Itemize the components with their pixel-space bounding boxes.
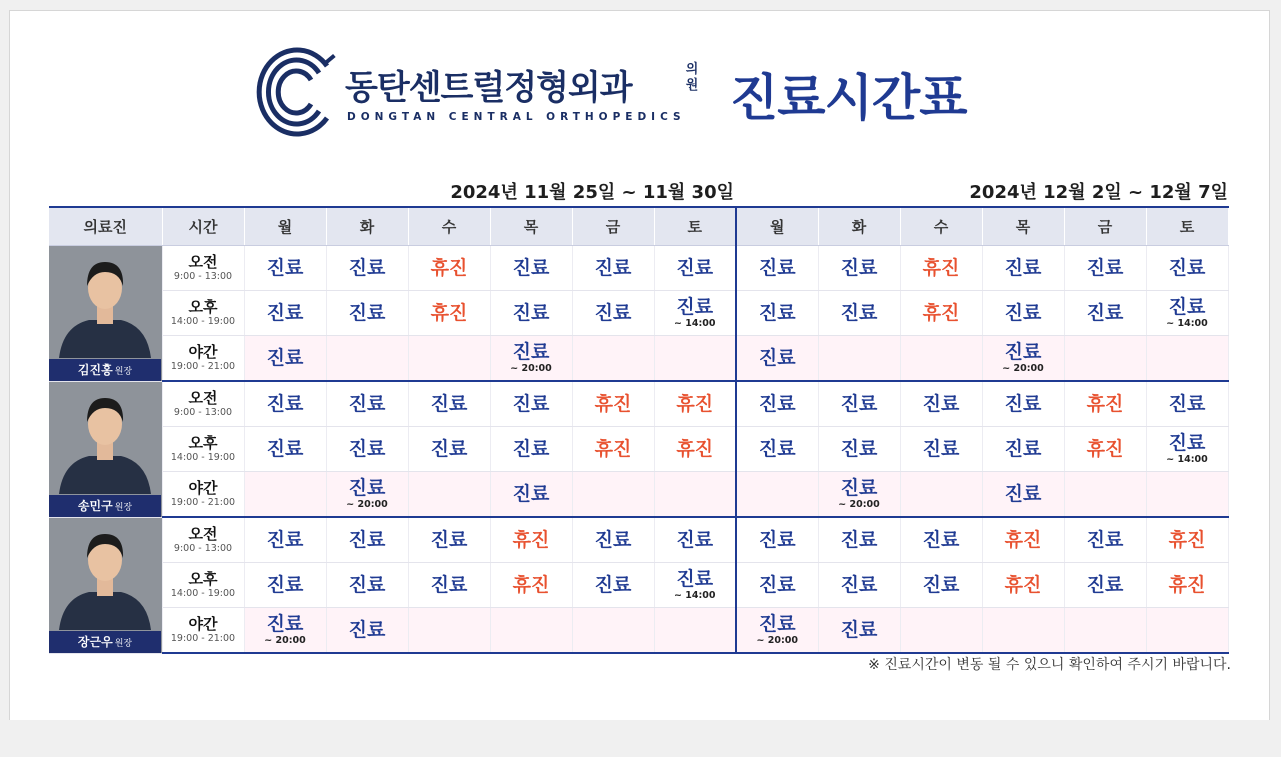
status-open: 진료 <box>840 301 878 324</box>
schedule-cell <box>326 381 408 427</box>
doctor-name: 송민구 <box>77 498 113 513</box>
status-open: 진료 <box>676 296 714 318</box>
schedule-cell <box>900 246 982 291</box>
status-closed: 휴진 <box>594 437 632 460</box>
schedule-cell <box>326 336 408 382</box>
status-open: 진료 <box>348 301 386 324</box>
schedule-cell <box>1146 246 1228 291</box>
schedule-cell <box>244 381 326 427</box>
time-slot-cell <box>162 472 244 518</box>
header-day: 수 <box>408 207 490 246</box>
status-open: 진료 <box>758 437 796 460</box>
header-doctor: 의료진 <box>49 207 162 246</box>
status-open: 진료 <box>1168 432 1206 454</box>
schedule-cell <box>1146 472 1228 518</box>
schedule-cell <box>572 381 654 427</box>
brand-english-name: DONGTAN CENTRAL ORTHOPEDICS <box>347 111 686 123</box>
time-slot-cell <box>162 291 244 336</box>
status-open: 진료 <box>266 437 304 460</box>
schedule-table <box>49 206 1229 654</box>
status-open: 진료 <box>1086 301 1124 324</box>
hours-note: ~ 20:00 <box>756 635 798 646</box>
status-open: 진료 <box>676 256 714 279</box>
schedule-cell <box>1064 427 1146 472</box>
schedule-cell <box>490 291 572 336</box>
status-open: 진료 <box>758 256 796 279</box>
hours-label: 9:00 - 13:00 <box>173 407 233 418</box>
schedule-cell <box>572 608 654 654</box>
week-range-2: 2024년 12월 2일 ~ 12월 7일 <box>969 182 1228 203</box>
schedule-cell <box>490 246 572 291</box>
status-open: 진료 <box>430 528 468 551</box>
schedule-cell <box>982 336 1064 382</box>
week-range-1: 2024년 11월 25일 ~ 11월 30일 <box>450 182 734 203</box>
time-slot-cell <box>162 336 244 382</box>
schedule-cell <box>900 608 982 654</box>
schedule-cell <box>572 517 654 563</box>
status-open: 진료 <box>348 437 386 460</box>
schedule-cell <box>572 563 654 608</box>
header-day: 토 <box>1146 207 1228 246</box>
schedule-cell <box>244 246 326 291</box>
status-open: 진료 <box>840 528 878 551</box>
status-open: 진료 <box>266 392 304 415</box>
schedule-cell <box>900 472 982 518</box>
hours-label: 9:00 - 13:00 <box>173 543 233 554</box>
status-closed: 휴진 <box>1168 573 1206 596</box>
schedule-cell <box>326 246 408 291</box>
schedule-cell <box>1146 608 1228 654</box>
status-open: 진료 <box>1004 392 1042 415</box>
schedule-cell <box>244 427 326 472</box>
status-open: 진료 <box>430 573 468 596</box>
schedule-cell <box>572 291 654 336</box>
status-open: 진료 <box>348 256 386 279</box>
schedule-cell <box>982 517 1064 563</box>
header-day: 화 <box>818 207 900 246</box>
schedule-cell <box>736 336 818 382</box>
schedule-cell <box>900 563 982 608</box>
status-open: 진료 <box>676 568 714 590</box>
schedule-cell <box>326 608 408 654</box>
clinic-logo-icon <box>253 46 337 138</box>
hours-label: 9:00 - 13:00 <box>173 271 233 282</box>
schedule-cell <box>1146 563 1228 608</box>
schedule-cell <box>736 563 818 608</box>
footnote: ※ 진료시간이 변동 될 수 있으니 확인하여 주시기 바랍니다. <box>868 657 1231 673</box>
status-open: 진료 <box>512 392 550 415</box>
schedule-cell <box>572 336 654 382</box>
doctor-name-label <box>49 631 161 653</box>
schedule-cell <box>490 381 572 427</box>
table-row <box>49 246 1228 291</box>
time-slot-cell <box>162 563 244 608</box>
schedule-cell <box>244 472 326 518</box>
schedule-cell <box>900 381 982 427</box>
schedule-cell <box>490 427 572 472</box>
schedule-cell <box>818 472 900 518</box>
status-open: 진료 <box>1004 341 1042 363</box>
period-label: 오후 <box>188 434 218 452</box>
status-open: 진료 <box>348 573 386 596</box>
status-closed: 휴진 <box>1086 437 1124 460</box>
period-label: 야간 <box>188 343 218 361</box>
schedule-cell <box>572 472 654 518</box>
status-open: 진료 <box>348 618 386 641</box>
schedule-cell <box>408 608 490 654</box>
schedule-cell <box>982 472 1064 518</box>
hours-note: ~ 14:00 <box>673 318 716 329</box>
schedule-cell <box>818 381 900 427</box>
hours-note: ~ 20:00 <box>264 635 306 646</box>
status-open: 진료 <box>594 256 632 279</box>
status-open: 진료 <box>1086 528 1124 551</box>
status-open: 진료 <box>1086 573 1124 596</box>
status-closed: 휴진 <box>922 256 960 279</box>
schedule-cell <box>818 608 900 654</box>
schedule-cell <box>490 608 572 654</box>
schedule-cell <box>900 517 982 563</box>
status-closed: 휴진 <box>1168 528 1206 551</box>
schedule-cell <box>982 381 1064 427</box>
schedule-cell <box>408 246 490 291</box>
header-day: 목 <box>982 207 1064 246</box>
status-open: 진료 <box>840 256 878 279</box>
table-header-row <box>49 207 1228 246</box>
status-open: 진료 <box>922 573 960 596</box>
status-closed: 휴진 <box>594 392 632 415</box>
status-open: 진료 <box>512 301 550 324</box>
schedule-cell <box>490 336 572 382</box>
schedule-cell <box>408 381 490 427</box>
schedule-cell <box>408 472 490 518</box>
schedule-cell <box>818 336 900 382</box>
schedule-cell <box>1064 246 1146 291</box>
status-open: 진료 <box>266 301 304 324</box>
schedule-cell <box>736 608 818 654</box>
table-row <box>49 517 1228 563</box>
schedule-cell <box>1064 517 1146 563</box>
schedule-cell <box>736 517 818 563</box>
status-open: 진료 <box>512 482 550 505</box>
schedule-cell <box>654 472 736 518</box>
status-open: 진료 <box>758 573 796 596</box>
doctor-name-label <box>49 495 161 517</box>
status-open: 진료 <box>758 613 796 635</box>
schedule-cell <box>490 563 572 608</box>
status-open: 진료 <box>840 437 878 460</box>
schedule-cell <box>244 563 326 608</box>
status-closed: 휴진 <box>1004 573 1042 596</box>
schedule-cell <box>982 608 1064 654</box>
period-label: 오후 <box>188 298 218 316</box>
schedule-cell <box>408 427 490 472</box>
schedule-cell <box>982 291 1064 336</box>
doctor-cell <box>49 517 162 653</box>
schedule-cell <box>654 427 736 472</box>
status-open: 진료 <box>266 573 304 596</box>
status-open: 진료 <box>348 392 386 415</box>
schedule-cell <box>982 563 1064 608</box>
period-label: 오전 <box>188 253 218 271</box>
status-open: 진료 <box>512 341 550 363</box>
schedule-cell <box>326 563 408 608</box>
schedule-cell <box>654 336 736 382</box>
status-open: 진료 <box>840 618 878 641</box>
schedule-cell <box>654 381 736 427</box>
status-open: 진료 <box>594 573 632 596</box>
status-open: 진료 <box>1004 301 1042 324</box>
brand-suffix: 의원 <box>685 62 699 93</box>
doctor-title: 원장 <box>114 366 133 377</box>
status-open: 진료 <box>758 301 796 324</box>
table-row <box>49 336 1228 382</box>
hours-note: ~ 20:00 <box>838 499 880 510</box>
status-open: 진료 <box>1168 296 1206 318</box>
viewer-bottom-area <box>0 720 1281 757</box>
status-open: 진료 <box>266 346 304 369</box>
schedule-cell <box>408 291 490 336</box>
time-slot-cell <box>162 608 244 654</box>
status-open: 진료 <box>840 392 878 415</box>
time-slot-cell <box>162 427 244 472</box>
status-closed: 휴진 <box>430 301 468 324</box>
schedule-cell <box>1146 427 1228 472</box>
doctor-title: 원장 <box>114 638 133 649</box>
status-open: 진료 <box>1168 256 1206 279</box>
schedule-cell <box>408 563 490 608</box>
status-closed: 휴진 <box>676 392 714 415</box>
schedule-cell <box>900 427 982 472</box>
schedule-cell <box>244 291 326 336</box>
schedule-cell <box>1064 563 1146 608</box>
header-time: 시간 <box>162 207 244 246</box>
schedule-cell <box>654 291 736 336</box>
status-open: 진료 <box>512 437 550 460</box>
header-day: 월 <box>736 207 818 246</box>
schedule-cell <box>1064 291 1146 336</box>
status-open: 진료 <box>758 528 796 551</box>
schedule-cell <box>244 336 326 382</box>
hours-label: 14:00 - 19:00 <box>170 316 236 327</box>
status-closed: 휴진 <box>1086 392 1124 415</box>
status-closed: 휴진 <box>430 256 468 279</box>
status-open: 진료 <box>266 613 304 635</box>
schedule-cell <box>408 336 490 382</box>
status-open: 진료 <box>1168 392 1206 415</box>
schedule-cell <box>326 427 408 472</box>
schedule-cell <box>736 246 818 291</box>
status-open: 진료 <box>430 392 468 415</box>
header-day: 금 <box>572 207 654 246</box>
schedule-cell <box>490 517 572 563</box>
hours-label: 19:00 - 21:00 <box>170 361 236 372</box>
schedule-cell <box>900 336 982 382</box>
doctor-cell <box>49 246 162 382</box>
status-open: 진료 <box>266 528 304 551</box>
status-open: 진료 <box>594 301 632 324</box>
status-open: 진료 <box>922 437 960 460</box>
status-open: 진료 <box>266 256 304 279</box>
status-open: 진료 <box>512 256 550 279</box>
page-title: 진료시간표 <box>730 69 967 127</box>
schedule-cell <box>244 608 326 654</box>
status-open: 진료 <box>840 573 878 596</box>
doctor-name: 장근우 <box>77 634 113 649</box>
status-closed: 휴진 <box>1004 528 1042 551</box>
doctor-cell <box>49 381 162 517</box>
table-row <box>49 381 1228 427</box>
schedule-cell <box>1146 291 1228 336</box>
time-slot-cell <box>162 517 244 563</box>
status-open: 진료 <box>758 392 796 415</box>
period-label: 오전 <box>188 389 218 407</box>
hours-label: 19:00 - 21:00 <box>170 633 236 644</box>
doctor-photo <box>49 382 161 494</box>
period-label: 오후 <box>188 570 218 588</box>
hours-note: ~ 20:00 <box>1002 363 1044 374</box>
schedule-cell <box>982 427 1064 472</box>
hours-label: 14:00 - 19:00 <box>170 588 236 599</box>
period-label: 야간 <box>188 479 218 497</box>
status-open: 진료 <box>1086 256 1124 279</box>
status-open: 진료 <box>430 437 468 460</box>
period-label: 오전 <box>188 525 218 543</box>
schedule-cell <box>1064 381 1146 427</box>
header-day: 월 <box>244 207 326 246</box>
schedule-cell <box>1146 381 1228 427</box>
header-day: 토 <box>654 207 736 246</box>
hours-note: ~ 20:00 <box>510 363 552 374</box>
table-row <box>49 427 1228 472</box>
status-open: 진료 <box>758 346 796 369</box>
status-open: 진료 <box>922 392 960 415</box>
status-open: 진료 <box>1004 482 1042 505</box>
doctor-title: 원장 <box>114 502 133 513</box>
schedule-cell <box>818 246 900 291</box>
header-day: 수 <box>900 207 982 246</box>
schedule-cell <box>736 381 818 427</box>
schedule-cell <box>736 427 818 472</box>
schedule-cell <box>326 291 408 336</box>
status-closed: 휴진 <box>922 301 960 324</box>
schedule-cell <box>818 563 900 608</box>
hours-label: 14:00 - 19:00 <box>170 452 236 463</box>
schedule-cell <box>654 608 736 654</box>
schedule-cell <box>326 472 408 518</box>
schedule-cell <box>490 472 572 518</box>
status-open: 진료 <box>922 528 960 551</box>
status-open: 진료 <box>840 477 878 499</box>
schedule-cell <box>654 246 736 291</box>
period-label: 야간 <box>188 615 218 633</box>
hours-note: ~ 14:00 <box>1166 454 1208 465</box>
doctor-photo <box>49 518 161 630</box>
schedule-cell <box>654 563 736 608</box>
schedule-cell <box>1146 517 1228 563</box>
header-day: 금 <box>1064 207 1146 246</box>
schedule-cell <box>1064 608 1146 654</box>
status-closed: 휴진 <box>676 437 714 460</box>
hours-note: ~ 14:00 <box>1166 318 1208 329</box>
status-closed: 휴진 <box>512 528 550 551</box>
schedule-cell <box>818 427 900 472</box>
schedule-cell <box>1146 336 1228 382</box>
status-open: 진료 <box>348 477 386 499</box>
doctor-name: 김진홍 <box>77 362 113 377</box>
status-open: 진료 <box>348 528 386 551</box>
schedule-cell <box>736 472 818 518</box>
schedule-cell <box>900 291 982 336</box>
schedule-cell <box>818 517 900 563</box>
schedule-cell <box>326 517 408 563</box>
doctor-name-label <box>49 359 161 381</box>
table-row <box>49 472 1228 518</box>
status-open: 진료 <box>1004 437 1042 460</box>
schedule-cell <box>1064 336 1146 382</box>
schedule-cell <box>982 246 1064 291</box>
time-slot-cell <box>162 246 244 291</box>
table-row <box>49 563 1228 608</box>
header-day: 화 <box>326 207 408 246</box>
table-row <box>49 608 1228 654</box>
table-row <box>49 291 1228 336</box>
schedule-cell <box>408 517 490 563</box>
status-closed: 휴진 <box>512 573 550 596</box>
brand-name: 동탄센트럴정형외과 <box>345 68 632 108</box>
schedule-cell <box>244 517 326 563</box>
hours-note: ~ 20:00 <box>346 499 388 510</box>
hours-note: ~ 14:00 <box>673 590 716 601</box>
status-open: 진료 <box>594 528 632 551</box>
schedule-cell <box>736 291 818 336</box>
doctor-photo <box>49 246 161 358</box>
schedule-cell <box>572 427 654 472</box>
status-open: 진료 <box>1004 256 1042 279</box>
schedule-cell <box>818 291 900 336</box>
schedule-cell <box>572 246 654 291</box>
header-day: 목 <box>490 207 572 246</box>
status-open: 진료 <box>676 528 714 551</box>
schedule-cell <box>654 517 736 563</box>
schedule-cell <box>1064 472 1146 518</box>
hours-label: 19:00 - 21:00 <box>170 497 236 508</box>
time-slot-cell <box>162 381 244 427</box>
